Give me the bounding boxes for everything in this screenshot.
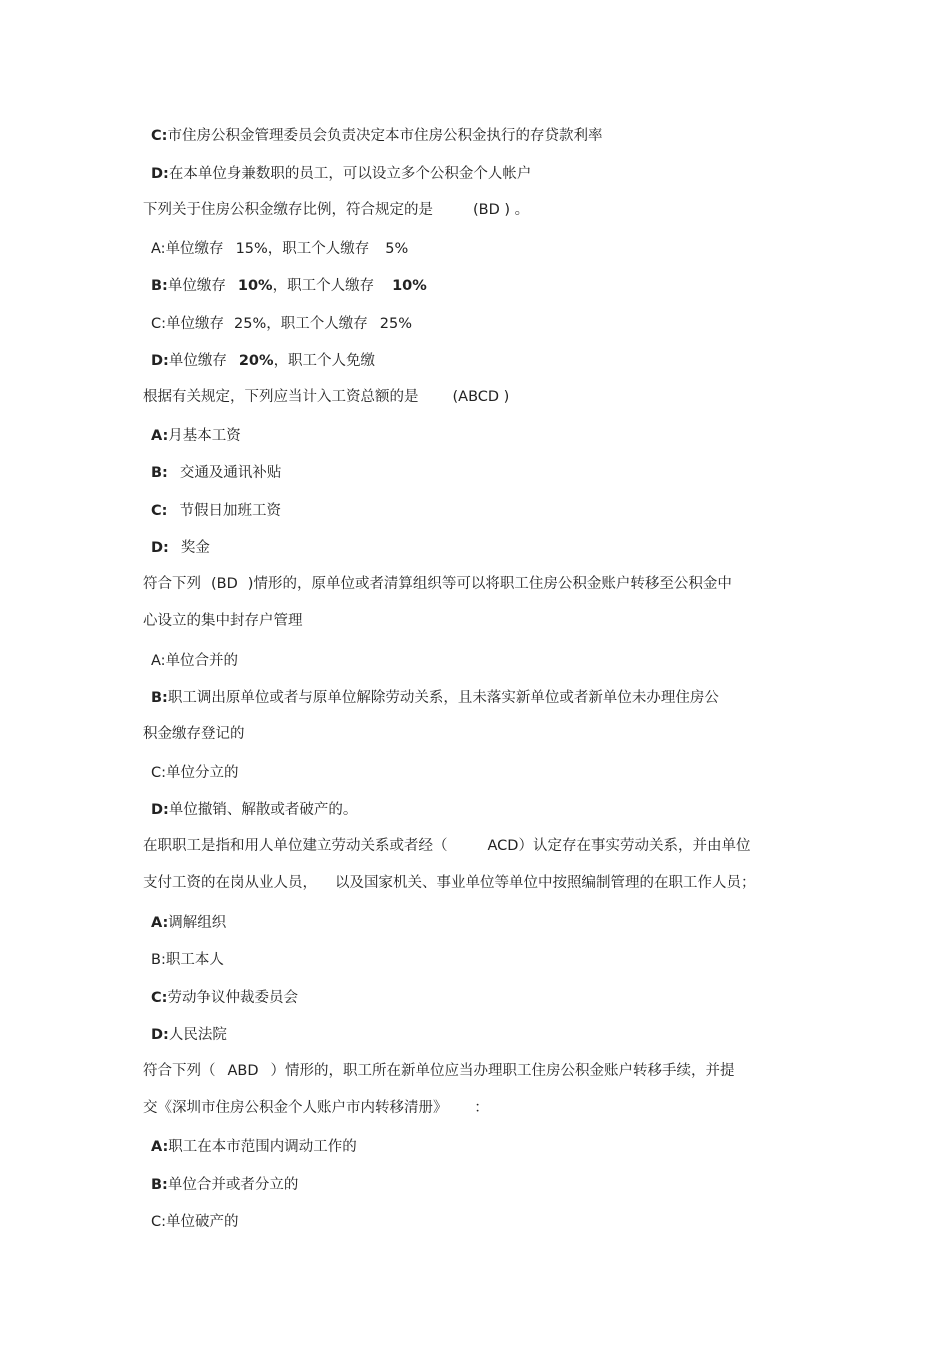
q3-option-b: B:职工调出原单位或者与原单位解除劳动关系，且未落实新单位或者新单位未办理住房公 — [151, 690, 719, 706]
q5-option-c: C:单位破产的 — [151, 1214, 239, 1230]
q4-option-d: D:人民法院 — [151, 1027, 227, 1043]
q5-option-b: B:单位合并或者分立的 — [151, 1177, 299, 1193]
q5-option-a: A:职工在本市范围内调动工作的 — [151, 1139, 357, 1155]
q3-option-c: C:单位分立的 — [151, 765, 239, 781]
question-3-continued: 心设立的集中封存户管理 — [143, 613, 303, 629]
question-1: 下列关于住房公积金缴存比例，符合规定的是 (BD ) 。 — [143, 202, 530, 218]
q3-option-b-continued: 积金缴存登记的 — [143, 726, 245, 742]
q4-option-c: C:劳动争议仲裁委员会 — [151, 990, 298, 1006]
q2-option-b: B: 交通及通讯补贴 — [151, 465, 282, 481]
question-5-continued: 交《深圳市住房公积金个人账户市内转移清册》 ： — [143, 1100, 489, 1116]
q1-option-a: A:单位缴存 15%，职工个人缴存 5% — [151, 241, 409, 257]
q4-option-b: B:职工本人 — [151, 952, 224, 968]
question-4-continued: 支付工资的在岗从业人员， 以及国家机关、事业单位等单位中按照编制管理的在职工作人员； — [143, 875, 756, 891]
q3-option-a: A:单位合并的 — [151, 653, 239, 669]
q1-option-b: B:单位缴存 10%，职工个人缴存 10% — [151, 278, 427, 294]
q1-option-d: D:单位缴存 20%，职工个人免缴 — [151, 353, 376, 369]
q1-option-c: C:单位缴存 25%，职工个人缴存 25% — [151, 316, 412, 332]
question-5: 符合下列（ ABD ）情形的，职工所在新单位应当办理职工住房公积金账户转移手续，并提 — [143, 1063, 735, 1079]
option-c-line: C:市住房公积金管理委员会负责决定本市住房公积金执行的存贷款利率 — [151, 128, 603, 144]
q2-option-c: C: 节假日加班工资 — [151, 503, 281, 519]
question-4: 在职职工是指和用人单位建立劳动关系或者经（ ACD）认定存在事实劳动关系，并由单位 — [143, 838, 751, 854]
q2-option-d: D: 奖金 — [151, 540, 210, 556]
question-3: 符合下列 (BD )情形的，原单位或者清算组织等可以将职工住房公积金账户转移至公积金中 — [143, 576, 732, 592]
question-2: 根据有关规定，下列应当计入工资总额的是 (ABCD ) — [143, 389, 510, 405]
q4-option-a: A:调解组织 — [151, 915, 227, 931]
option-d-line: D:在本单位身兼数职的员工，可以设立多个公积金个人帐户 — [151, 166, 532, 182]
q2-option-a: A:月基本工资 — [151, 428, 241, 444]
q3-option-d: D:单位撤销、解散或者破产的。 — [151, 802, 358, 818]
